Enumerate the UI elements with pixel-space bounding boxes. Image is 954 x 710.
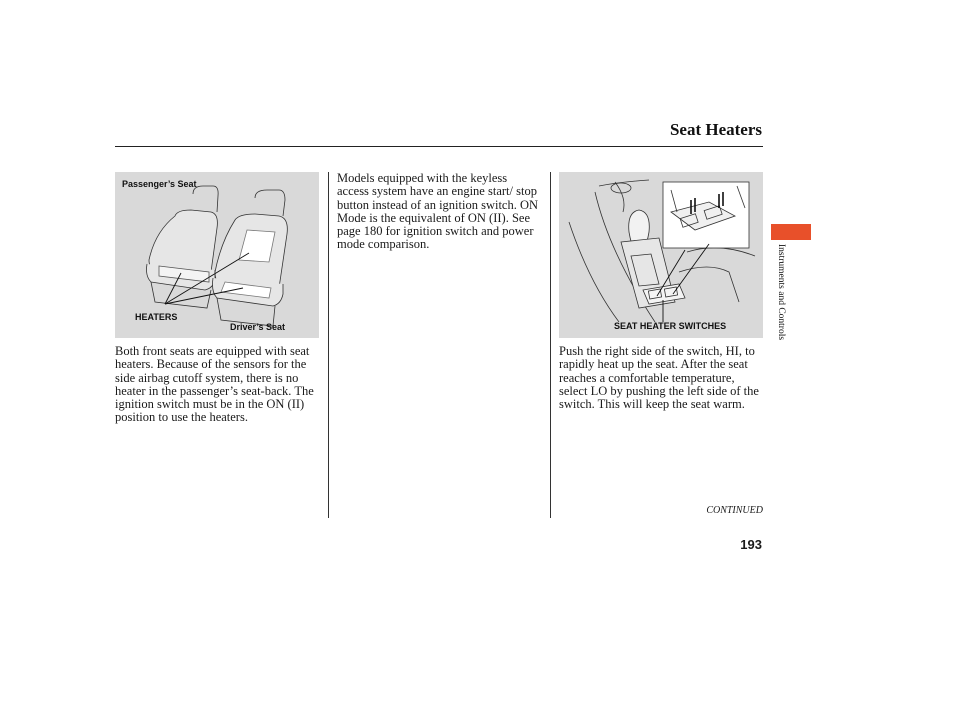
page-title: Seat Heaters [669, 120, 762, 139]
console-illustration [559, 172, 763, 338]
seat-heater-figure [115, 172, 319, 338]
section-tab [771, 224, 811, 240]
title-rule [115, 146, 763, 147]
switch-figure [559, 172, 763, 338]
seat-heater-switches-label: SEAT HEATER SWITCHES [614, 321, 727, 331]
driver-seat-label: Driver’s Seat [230, 322, 286, 332]
passenger-seat-label: Passenger’s Seat [122, 179, 197, 189]
continued-label: CONTINUED [706, 505, 763, 516]
column-divider-2 [550, 172, 551, 518]
heaters-label: HEATERS [135, 312, 178, 322]
column3-text: Push the right side of the switch, HI, to rapidly heat up the seat. After the seat reaches a comfortable temperature, select LO by pushing the left side of the switch. This will keep the seat warm. [559, 344, 759, 412]
column1-text: Both front seats are equipped with seat heaters. Because of the sensors for the side airbag cutoff system, there is no heater in the passenger’s seat-back. The ignition switch must be in the ON (II) position to use the heaters. [115, 344, 314, 425]
column-divider-1 [328, 172, 329, 518]
section-label: Instruments and Controls [776, 244, 786, 341]
column2-text: Models equipped with the keyless access system have an engine start/ stop button instead of an ignition switch. ON Mode is the equivalent of ON (II). See page 180 for ignition switch and power mode comparison. [337, 171, 539, 252]
page-number: 193 [740, 537, 762, 552]
